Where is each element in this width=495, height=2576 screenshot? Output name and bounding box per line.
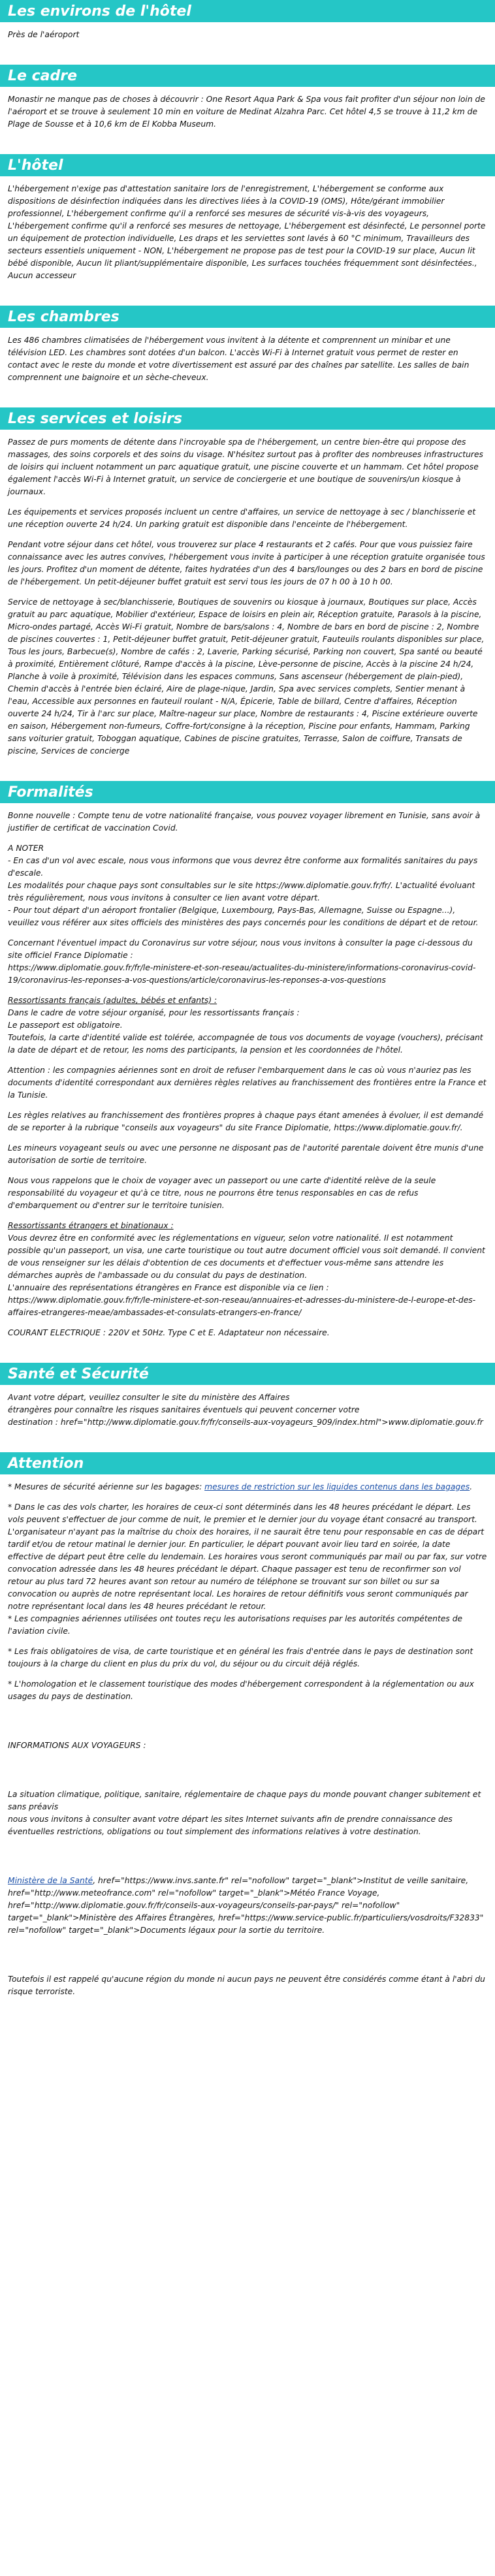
attention-p1-prefix: * Mesures de sécurité aérienne sur les bagages:: [8, 1482, 205, 1491]
attention-p6: La situation climatique, politique, sanitaire, réglementaire de chaque pays du monde pouvant changer subitement et sans préavis nous vous invitons à consulter avant votre départ les sites Internet suivants afin de prendre connaissance des éventuelles restrictions, obligations ou tout simplement des informations relatives à votre destination.: [8, 1790, 481, 1836]
attention-p1: [8, 1481, 487, 1493]
attention-p5: INFORMATIONS AUX VOYAGEURS :: [8, 1741, 146, 1750]
section-body-attention: [0, 1474, 495, 2015]
hotel-text: L'hébergement n'exige pas d'attestation sanitaire lors de l'enregistrement, L'hébergement se conforme aux dispositions de désinfection indiquées dans les directives liées à la COVID-19 (OMS), Hôte/gérant immobilier professionnel, L'hébergement confirme qu'il a renforcé ses mesures de sécurité vis-à-vis des voyageurs, L'hébergement confirme qu'il a renforcé ses mesures de nettoyage, L'hébergement est désinfecté, Le personnel porte un équipement de protection individuelle, Les draps et les serviettes sont lavés à 60 °C minimum, Travailleurs des secteurs essentiels uniquement - NON, L'hébergement ne propose pas de test pour la COVID-19 sur place, Aucun lit bébé disponible, Aucun lit pliant/supplémentaire disponible, Les surfaces touchées fréquemment sont désinfectées., Aucun accesseur: [8, 184, 486, 280]
section-body-chambres: [0, 328, 495, 401]
spacer: [8, 1760, 487, 1789]
formalites-p4: Dans le cadre de votre séjour organisé, pour les ressortissants français : Le passeport est obligatoire. Toutefois, la carte d'identité valide est tolérée, accompagnée de tous vos documents de voyage (vouchers), précisant la date de départ et de retour, les noms des participants, la pension et les coordonnées de l'hôtel.: [8, 1008, 483, 1055]
attention-p4: * L'homologation et le classement touristique des modes d'hébergement correspondent à la réglementation ou aux usages du pays de destination.: [8, 1679, 474, 1701]
attention-p8: Toutefois il est rappelé qu'aucune région du monde ni aucun pays ne peuvent être considérés comme étant à l'abri du risque terroriste.: [8, 1975, 485, 1996]
section-title-chambres: Les chambres: [0, 306, 495, 328]
environs-text: Près de l'aéroport: [8, 30, 80, 39]
formalites-docs-title: Ressortissants français (adultes, bébés et enfants) :: [8, 996, 217, 1005]
section-title-sante: Santé et Sécurité: [0, 1363, 495, 1385]
attention-p3: * Les frais obligatoires de visa, de carte touristique et en général les frais d'entrée dans le pays de destination sont toujours à la charge du client en plus du prix du vol, du séjour ou du circuit déjà réglés.: [8, 1647, 473, 1668]
section-body-formalites: [0, 803, 495, 1356]
attention-p2: * Dans le cas des vols charter, les horaires de ceux-ci sont déterminés dans les 48 heures précédant le départ. Les vols peuvent s'effectuer de jour comme de nuit, le premier et le dernier jour du voyage étant consacré au transport. L'organisateur n'ayant pas la maîtrise du choix des horaires, il ne saurait être tenu pour responsable en cas de départ tardif et/ou de retour matinal le dernier jour. En particulier, le départ pouvant avoir lieu tard en soirée, la date effective de départ peut être celle du lendemain. Les horaires vous seront communiqués par mail ou par fax, sur votre convocation adressée dans les 48 heures précédant le départ. Chaque passager est tenu de reconfirmer son vol retour au plus tard 72 heures avant son retour au numéro de téléphone se trouvant sur son billet ou sur sa convocation ou auprès de notre représentant local. Les horaires de retour définitifs vous seront communiqués par notre représentant local dans les 48 heures précédant le retour. * Les compagnies aériennes utilisées ont toutes reçu les autorisations requises par les autorités compétentes de l'aviation civile.: [8, 1503, 487, 1636]
section-body-sante: [0, 1385, 495, 1446]
cadre-text: Monastir ne manque pas de choses à découvrir : One Resort Aqua Park & Spa vous fait profiter d'un séjour non loin de l'aéroport et se trouve à seulement 10 min en voiture de Medinat Alzahra Parc. Cet hôtel 4,5 se trouve à 11,2 km de Plage de Sousse et à 10,6 km de El Kobba Museum.: [8, 95, 485, 129]
section-title-formalites: Formalités: [0, 781, 495, 803]
formalites-p1: Bonne nouvelle : Compte tenu de votre nationalité française, vous pouvez voyager librement en Tunisie, sans avoir à justifier de certificat de vaccination Covid.: [8, 811, 481, 833]
formalites-p8: Nous vous rappelons que le choix de voyager avec un passeport ou une carte d'identité relève de la seule responsabilité du voyageur et qu'à ce titre, nous ne pourrons être tenus responsables en cas de refus d'embarquement ou d'entrer sur le territoire tunisien.: [8, 1176, 436, 1210]
formalites-p2: - En cas d'un vol avec escale, nous vous informons que vous devrez être conforme aux formalités sanitaires du pays d'escale. Les modalités pour chaque pays sont consultables sur le site https://www.diplomatie.gouv.fr/fr/. L'actualité évoluant très régulièrement, nous vous invitons à consulter ce lien avant votre départ. - Pour tout départ d'un aéroport frontalier (Belgique, Luxembourg, Pays-Bas, Allemagne, Suisse ou Espagne...), veuillez vous référer aux sites officiels des ministères des pays concernés pour les conditions de départ et de retour.: [8, 856, 479, 927]
section-title-hotel: L'hôtel: [0, 154, 495, 176]
attention-p7: [8, 1875, 487, 1937]
formalites-foreign-title: Ressortissants étrangers et binationaux :: [8, 1221, 174, 1230]
formalites-p7: Les mineurs voyageant seuls ou avec une personne ne disposant pas de l'autorité parentale doivent être munis d'une autorisation de sortie de territoire.: [8, 1143, 484, 1165]
liquids-restriction-link[interactable]: mesures de restriction sur les liquides contenus dans les bagages: [204, 1482, 470, 1491]
services-p3: Pendant votre séjour dans cet hôtel, vous trouverez sur place 4 restaurants et 2 cafés. Pour que vous puissiez faire connaissance avec les autres convives, l'hébergement vous invite à participer à une réception gratuite organisée tous les jours. Profitez d'un moment de détente, faites hydratées d'un des 4 bars/lounges ou des 2 bars en bord de piscine de l'hébergement. Un petit-déjeuner buffet gratuit est servi tous les jours de 07 h 00 à 10 h 00.: [8, 540, 485, 586]
formalites-p6: Les règles relatives au franchissement des frontières propres à chaque pays étant amenées à évoluer, il est demandé de se reporter à la rubrique "conseils aux voyageurs" du site France Diplomatie, https://www.diplomatie.gouv.fr/.: [8, 1111, 484, 1132]
ministere-sante-link[interactable]: Ministère de la Santé: [8, 1876, 93, 1885]
services-p1: Passez de purs moments de détente dans l'incroyable spa de l'hébergement, un centre bien-être qui propose des massages, des soins corporels et des soins du visage. N'hésitez surtout pas à profiter des nombreuses infrastructures de loisirs qui incluent notamment un parc aquatique gratuit, une piscine couverte et un hammam. Cet hôtel propose également l'accès Wi-Fi à Internet gratuit, un service de conciergerie et une boutique de souvenirs/un kiosque à journaux.: [8, 437, 483, 496]
formalites-p9: Vous devrez être en conformité avec les réglementations en vigueur, selon votre nationalité. Il est notamment possible qu'un passeport, un visa, une carte touristique ou tout autre document officiel vous soit demandé. Il convient de vous renseigner sur les délais d'obtention de ces documents et d'effectuer vous-même sans attendre les démarches auprès de l'ambassade ou du consulat du pays de destination. L'annuaire des représentations étrangères en France est disponible via ce lien : https://www.diplomatie.gouv.fr/fr/le-ministere-et-son-reseau/annuaires-et-adresses-du-ministere-de-l-europe-et-des-affaires-etrangeres-meae/ambassades-et-consulats-etrangers-en-france/: [8, 1233, 485, 1317]
section-title-cadre: Le cadre: [0, 65, 495, 87]
section-body-cadre: [0, 87, 495, 148]
section-title-services: Les services et loisirs: [0, 407, 495, 430]
formalites-p10: COURANT ELECTRIQUE : 220V et 50Hz. Type C et E. Adaptateur non nécessaire.: [8, 1328, 330, 1337]
chambres-text: Les 486 chambres climatisées de l'hébergement vous invitent à la détente et comprennent un minibar et une télévision LED. Les chambres sont dotées d'un balcon. L'accès Wi-Fi à Internet gratuit vous permet de rester en contact avec le reste du monde et votre divertissement est assuré par des chaînes par satellite. Les salles de bain comprennent une baignoire et un sèche-cheveux.: [8, 336, 470, 382]
spacer: [8, 1711, 487, 1740]
section-body-services: [0, 430, 495, 774]
section-body-environs: [0, 22, 495, 58]
section-title-attention: Attention: [0, 1452, 495, 1474]
sante-text: Avant votre départ, veuillez consulter le site du ministère des Affaires étrangères pour connaître les risques sanitaires éventuels qui peuvent concerner votre destination : href="http://www.diplomatie.gouv.fr/fr/conseils-aux-voyageurs_909/index.html">www.diplomatie.gouv.fr: [8, 1393, 483, 1427]
attention-p7-rest: , href="https://www.invs.sante.fr" rel="nofollow" target="_blank">Institut de veille sanitaire, href="http://www.meteofrance.com" rel="nofollow" target="_blank">Météo France Voyage, href="http://www.diplomatie.gouv.fr/fr/conseils-aux-voyageurs/conseils-par-pays/" rel="nofollow" target="_blank">Ministère des Affaires Étrangères, href="https://www.service-public.fr/particuliers/vosdroits/F32833" rel="nofollow" target="_blank">Documents légaux pour la sortie du territoire.: [8, 1876, 484, 1935]
formalites-p3: Concernant l'éventuel impact du Coronavirus sur votre séjour, nous vous invitons à consulter la page ci-dessous du site officiel France Diplomatie : https://www.diplomatie.gouv.fr/fr/le-ministere-et-son-reseau/actualites-du-ministere/informations-coronavirus-covid-19/coronavirus-les-reponses-a-vos-questions/article/coronavirus-les-reponses-a-vos-questions: [8, 938, 476, 985]
spacer: [8, 1846, 487, 1875]
spacer: [8, 1945, 487, 1973]
services-p2: Les équipements et services proposés incluent un centre d'affaires, un service de nettoyage à sec / blanchisserie et une réception ouverte 24 h/24. Un parking gratuit est disponible dans l'enceinte de l'hébergement.: [8, 507, 476, 529]
formalites-p5: Attention : les compagnies aériennes sont en droit de refuser l'embarquement dans le cas où vous n'auriez pas les documents d'identité correspondant aux dernières règles relatives au franchissement des frontières entre la France et la Tunisie.: [8, 1066, 487, 1100]
attention-p1-suffix: .: [470, 1482, 473, 1491]
formalites-notice-title: A NOTER: [8, 844, 44, 853]
services-p4: Service de nettoyage à sec/blanchisserie, Boutiques de souvenirs ou kiosque à journaux, Boutiques sur place, Accès gratuit au parc aquatique, Mobilier d'extérieur, Espace de loisirs en plein air, Réception gratuite, Parasols à la piscine, Micro-ondes partagé, Accès Wi-Fi gratuit, Nombre de bars/salons : 4, Nombre de bars en bord de piscine : 2, Nombre de piscines couvertes : 1, Petit-déjeuner buffet gratuit, Petit-déjeuner gratuit, Fauteuils roulants disponibles sur place, Tous les jours, Barbecue(s), Nombre de cafés : 2, Laverie, Parking sécurisé, Parking non couvert, Spa santé ou beauté à proximité, Entièrement clôturé, Rampe d'accès à la piscine, Lève-personne de piscine, Accès à la piscine 24 h/24, Planche à voile à proximité, Télévision dans les espaces communs, Sans ascenseur (hébergement de plain-pied), Chemin d'accès à l'entrée bien éclairé, Aire de plage-nique, Jardin, Spa avec services complets, Sentier menant à l'eau, Accessible aux personnes en fauteuil roulant - N/A, Épicerie, Table de billard, Centre d'affaires, Réception ouverte 24 h/24, Tir à l'arc sur place, Maître-nageur sur place, Nombre de restaurants : 4, Piscine extérieure ouverte en saison, Hébergement non-fumeurs, Coffre-fort/consigne à la réception, Piscine pour enfants, Hammam, Parking sans voiturier gratuit, Toboggan aquatique, Cabines de piscine gratuites, Terrasse, Salon de coiffure, Transats de piscine, Services de concierge: [8, 597, 485, 755]
section-body-hotel: [0, 176, 495, 299]
section-title-environs: Les environs de l'hôtel: [0, 0, 495, 22]
